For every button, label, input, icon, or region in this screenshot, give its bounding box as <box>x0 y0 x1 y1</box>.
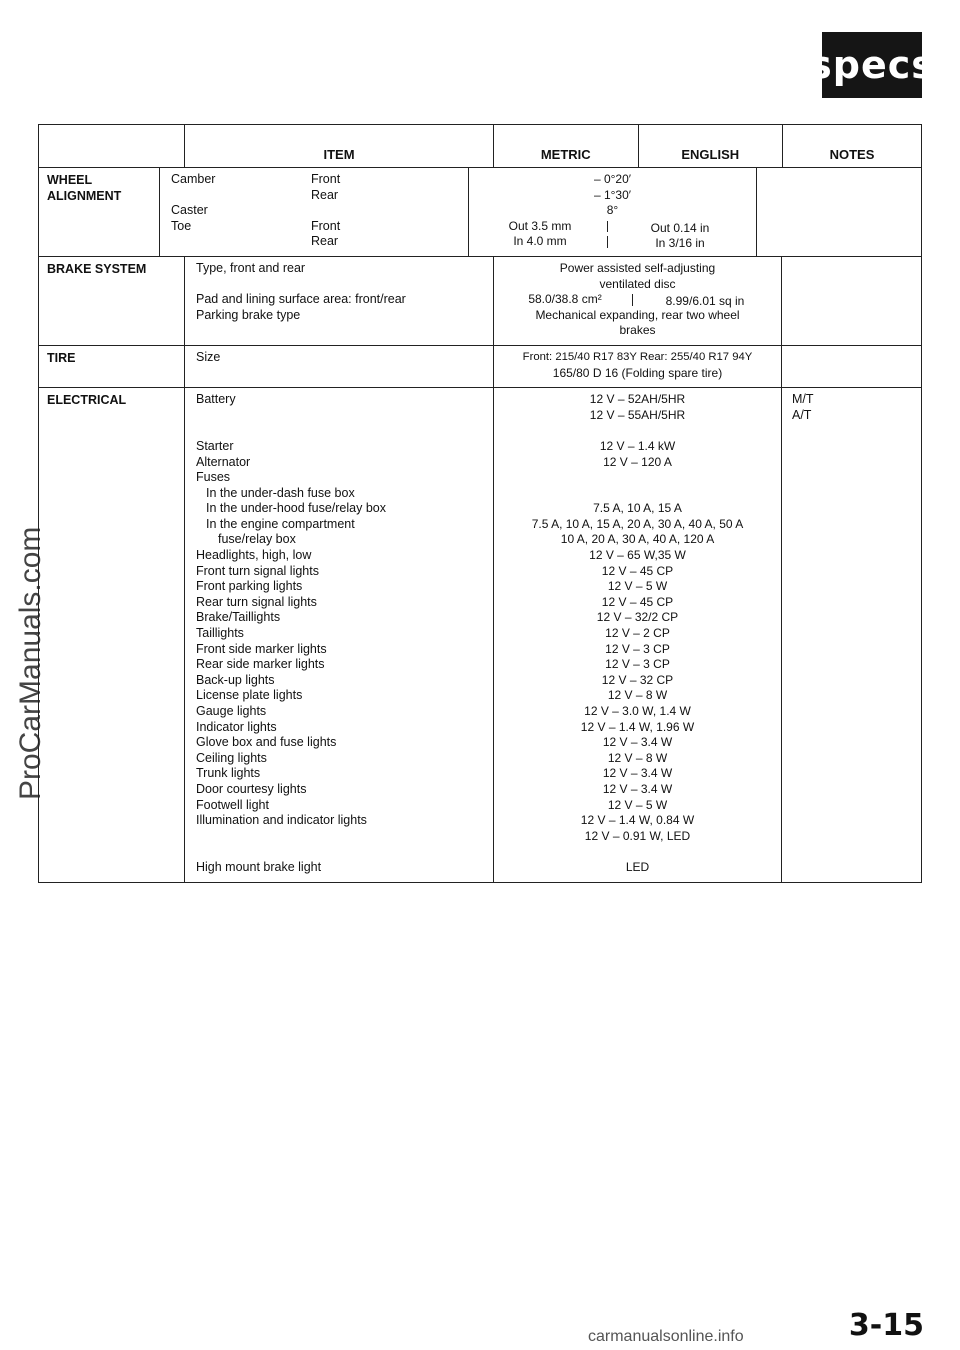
page-number: 3-15 <box>848 1308 924 1343</box>
value-text: 8° <box>606 203 619 218</box>
footer-url: carmanualsonline.info <box>588 1328 744 1345</box>
value-text: 12 V – 0.91 W, LED <box>584 828 691 843</box>
list-item: Gauge lights <box>196 704 267 718</box>
value-text: Mechanical expanding, rear two wheel <box>535 307 740 322</box>
list-item: Rear turn signal lights <box>196 594 317 609</box>
list-item: Ceiling lights <box>196 750 267 765</box>
value-cell <box>493 388 781 881</box>
list-item: Rear <box>311 234 339 249</box>
note-text <box>792 829 921 845</box>
header-item: ITEM <box>184 125 493 167</box>
value-text: 7.5 A, 10 A, 15 A, 20 A, 30 A, 40 A, 50 A <box>531 516 744 531</box>
value-text: 12 V – 45 CP <box>601 563 674 578</box>
note-text <box>792 486 921 502</box>
note-text <box>792 798 921 814</box>
system-label: BRAKE SYSTEM <box>47 261 147 276</box>
value-text: Power assisted self-adjusting <box>559 260 716 275</box>
system-label: ELECTRICAL <box>47 393 127 408</box>
note-text <box>792 720 921 736</box>
list-item: Taillights <box>196 626 244 641</box>
header-notes: NOTES <box>782 125 921 167</box>
note-text <box>792 610 921 626</box>
item-cell <box>184 257 493 345</box>
value-text: – 1°30′ <box>593 187 632 202</box>
value-text: 12 V – 120 A <box>603 454 672 469</box>
list-item: Footwell light <box>196 797 269 812</box>
note-text <box>792 626 921 642</box>
list-item: Door courtesy lights <box>196 781 307 796</box>
value-cell <box>493 257 781 345</box>
value-text: 12 V – 65 W,35 W <box>589 548 686 563</box>
header-values <box>493 125 782 167</box>
notes-cell <box>781 257 921 345</box>
value-text: LED <box>625 859 650 874</box>
value-text <box>498 470 777 486</box>
note-text <box>792 548 921 564</box>
header-metric: METRIC <box>540 147 591 162</box>
list-item: Type, front and rear <box>196 260 306 275</box>
list-item: Rear <box>311 187 339 202</box>
note-text <box>792 735 921 751</box>
table-row-tire <box>39 346 921 388</box>
value-text: 12 V – 5 W <box>607 579 668 594</box>
list-item: Front parking lights <box>196 579 303 594</box>
value-text: 12 V – 1.4 kW <box>599 438 676 453</box>
note-text <box>792 470 921 486</box>
value-text: ventilated disc <box>599 276 676 291</box>
note-text <box>792 439 921 455</box>
note-text <box>792 517 921 533</box>
list-item: License plate lights <box>196 688 303 703</box>
note-text <box>792 782 921 798</box>
value-text: 165/80 D 16 (Folding spare tire) <box>552 365 723 380</box>
header-spacer <box>39 125 184 167</box>
list-item: Pad and lining surface area: front/rear <box>196 292 406 307</box>
list-item: Trunk lights <box>196 766 261 781</box>
note-text <box>792 673 921 689</box>
note-text <box>792 860 921 876</box>
system-label: WHEEL ALIGNMENT <box>47 173 122 203</box>
list-item: Alternator <box>196 454 251 469</box>
list-item: fuse/relay box <box>218 532 296 547</box>
table-header <box>39 125 921 168</box>
note-text <box>792 455 921 471</box>
list-item: Back-up lights <box>196 672 275 687</box>
system-label: TIRE <box>47 350 76 365</box>
list-item: Headlights, high, low <box>196 548 312 563</box>
list-item: Illumination and indicator lights <box>196 813 367 828</box>
list-item: Front turn signal lights <box>196 563 319 578</box>
watermark: ProCarManuals.com <box>14 526 47 800</box>
list-item: Glove box and fuse lights <box>196 735 337 750</box>
note-text <box>792 766 921 782</box>
notes-cell <box>781 346 921 387</box>
note-text <box>792 657 921 673</box>
value-text: 12 V – 45 CP <box>601 594 674 609</box>
value-text: 12 V – 3.0 W, 1.4 W <box>584 704 691 718</box>
value-pair: 58.0/38.8 cm² 8.99/6.01 sq in <box>498 292 777 308</box>
value-text: 12 V – 3.4 W <box>602 781 673 796</box>
value-text: brakes <box>619 323 656 338</box>
value-pair: Out 3.5 mm Out 0.14 in <box>473 219 752 235</box>
value-text: 10 A, 20 A, 30 A, 40 A, 120 A <box>560 532 715 547</box>
value-text: 12 V – 1.4 W, 1.96 W <box>580 719 695 734</box>
note-text <box>792 704 921 720</box>
list-item: Parking brake type <box>196 307 301 322</box>
list-item: Fuses <box>196 470 231 485</box>
value-text: 12 V – 32 CP <box>601 672 674 687</box>
list-item: Size <box>196 349 221 364</box>
list-item <box>196 829 493 845</box>
value-text <box>498 486 777 502</box>
value-text: 12 V – 8 W <box>607 688 668 703</box>
list-item <box>196 408 493 424</box>
value-text: 12 V – 5 W <box>607 797 668 812</box>
value-text: 12 V – 3 CP <box>605 641 670 656</box>
list-item: Front side marker lights <box>196 641 327 656</box>
note-text: M/T <box>792 392 814 407</box>
list-item: Battery <box>196 392 236 407</box>
header-english: ENGLISH <box>638 125 783 167</box>
value-text: 12 V – 55AH/5HR <box>589 407 686 422</box>
note-text: A/T <box>792 407 812 422</box>
notes-cell <box>781 388 921 881</box>
table-row-brake-system <box>39 257 921 346</box>
value-text: – 0°20′ <box>593 172 632 186</box>
badge-label: specs <box>809 43 935 87</box>
item-cell <box>184 346 493 387</box>
specs-badge <box>809 32 935 98</box>
table-row-electrical <box>39 388 921 881</box>
item-cell <box>184 388 493 881</box>
item-cell <box>159 168 468 256</box>
note-text <box>792 688 921 704</box>
value-text: 12 V – 3 CP <box>605 657 670 672</box>
list-item: Camber Front <box>171 172 341 186</box>
value-text: 12 V – 3.4 W <box>602 735 673 750</box>
list-item: Starter <box>196 438 234 453</box>
list-item: Caster <box>171 203 208 218</box>
note-text <box>792 813 921 829</box>
value-text: 12 V – 2 CP <box>605 626 670 641</box>
list-item: High mount brake light <box>196 859 322 874</box>
value-cell <box>493 346 781 387</box>
note-text <box>792 579 921 595</box>
note-text <box>792 751 921 767</box>
list-item: In the under-hood fuse/relay box <box>206 501 386 516</box>
notes-cell <box>756 168 921 256</box>
value-text: 12 V – 8 W <box>607 750 668 765</box>
value-text: Front: 215/40 R17 83Y Rear: 255/40 R17 94Y <box>522 350 753 363</box>
value-cell <box>468 168 756 256</box>
value-text: 12 V – 32/2 CP <box>596 610 679 625</box>
list-item: Rear side marker lights <box>196 657 325 672</box>
value-text: 7.5 A, 10 A, 15 A <box>593 501 682 516</box>
note-text <box>792 642 921 658</box>
note-text <box>792 564 921 580</box>
list-item: In the under-dash fuse box <box>206 485 355 500</box>
note-text <box>792 501 921 517</box>
note-text <box>792 595 921 611</box>
value-text: 12 V – 3.4 W <box>602 766 673 781</box>
list-item: Brake/Taillights <box>196 610 281 625</box>
spec-table <box>38 124 922 883</box>
value-text: 12 V – 1.4 W, 0.84 W <box>580 813 695 828</box>
note-text <box>792 532 921 548</box>
list-item: In the engine compartment <box>206 516 355 531</box>
value-text: 12 V – 52AH/5HR <box>589 392 686 407</box>
list-item: Indicator lights <box>196 719 277 734</box>
list-item: Toe Front <box>171 218 341 233</box>
value-pair: In 4.0 mm In 3/16 in <box>473 234 752 250</box>
table-row-wheel-alignment <box>39 168 921 257</box>
